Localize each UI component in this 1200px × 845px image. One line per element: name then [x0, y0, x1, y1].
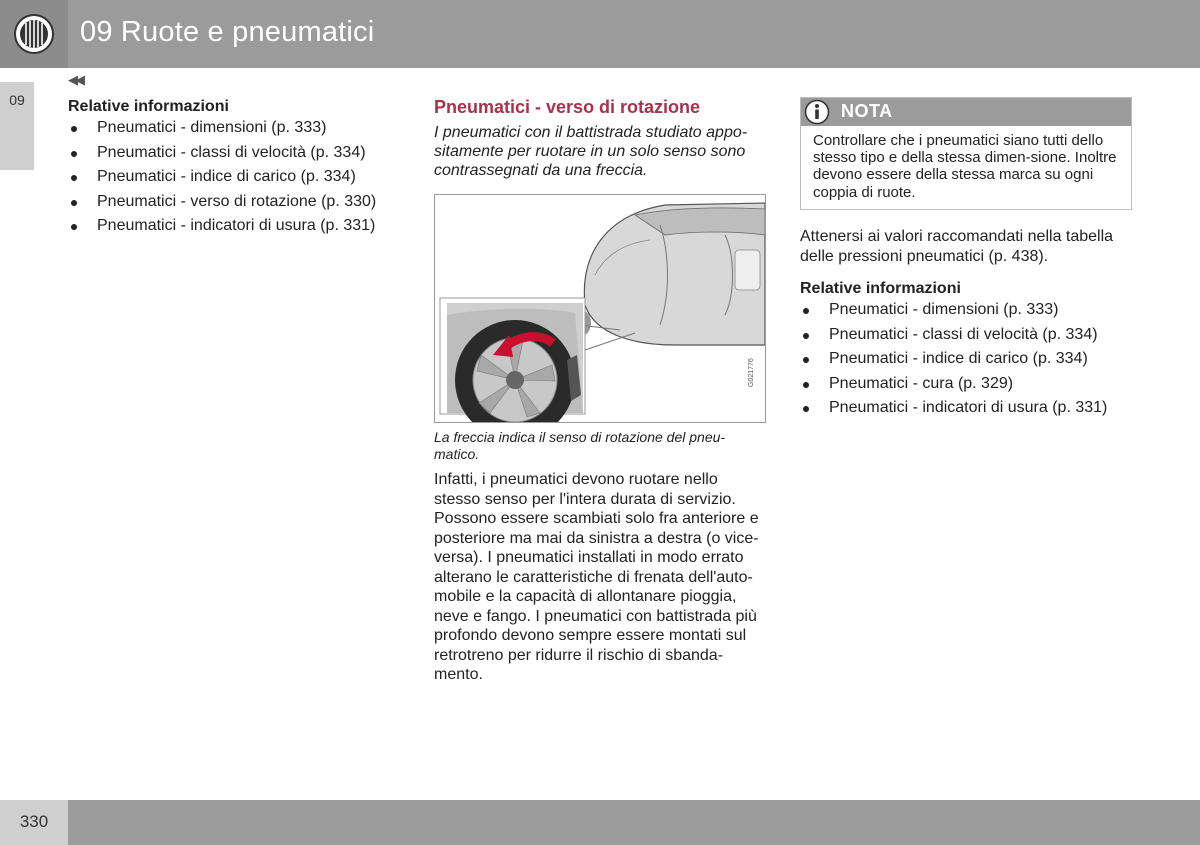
chapter-number: 09: [9, 92, 25, 108]
left-column: [68, 97, 398, 239]
bullet-icon: [803, 406, 809, 412]
right-related-info: [800, 279, 1132, 421]
tire-icon: [13, 13, 55, 55]
note-box: [800, 97, 1132, 210]
list-item[interactable]: [68, 116, 398, 141]
list-item-label: Pneumatici - classi di velocità (p. 334): [829, 325, 1098, 343]
note-title: NOTA: [841, 101, 893, 121]
related-info-heading: Relative informazioni: [68, 98, 229, 115]
list-item-label: Pneumatici - indicatori di usura (p. 331): [829, 399, 1108, 416]
body-paragraph: Infatti, i pneumatici devono ruotare nello stesso senso per l'intera durata di servizio. Possono essere scambiati solo fra anteriore e posteriore ma mai da sinistra a destra (o vice-versa). I pneumatici installati in modo errato alterano le caratteristiche di frenata dell'auto-mobile e la capacità di allontanare pioggia, neve e fango. I pneumatici con battistrada più profondo devono sempre essere montati sul retrotreno per ridurre il rischio di sbanda-mento.: [434, 471, 759, 683]
list-item[interactable]: [68, 214, 398, 239]
bullet-icon: [71, 151, 77, 157]
section-title: Pneumatici - verso di rotazione: [434, 97, 701, 117]
related-info-heading: Relative informazioni: [800, 280, 961, 297]
page-footer: [0, 800, 1200, 845]
bullet-icon: [71, 200, 77, 206]
middle-column: [434, 97, 768, 180]
list-item-label: Pneumatici - verso di rotazione (p. 330): [97, 192, 377, 210]
list-item[interactable]: [68, 141, 398, 166]
bullet-icon: [803, 382, 809, 388]
page-number: 330: [19, 812, 49, 831]
double-left-arrow-icon[interactable]: ◀◀: [68, 72, 82, 87]
list-item[interactable]: [68, 190, 398, 215]
figure-code: G021776: [748, 358, 755, 387]
note-text: Controllare che i pneumatici siano tutti dello stesso tipo e della stessa dimen-sione. Inoltre devono essere della stessa marca su ogni coppia di ruote.: [813, 132, 1117, 201]
info-icon: [804, 99, 830, 125]
rotation-figure: [434, 194, 766, 423]
bullet-icon: [71, 175, 77, 181]
note-header: [801, 98, 1131, 126]
list-item[interactable]: [800, 347, 1132, 372]
list-item-label: Pneumatici - indice di carico (p. 334): [829, 350, 1088, 367]
bullet-icon: [71, 224, 77, 230]
pressure-paragraph: Attenersi ai valori raccomandati nella tabella delle pressioni pneumatici (p. 438).: [800, 228, 1114, 265]
related-info-list: [800, 298, 1132, 421]
list-item-label: Pneumatici - indice di carico (p. 334): [97, 168, 356, 185]
list-item[interactable]: [800, 396, 1132, 421]
related-info-list: [68, 116, 398, 239]
list-item-label: Pneumatici - classi di velocità (p. 334): [97, 143, 366, 161]
list-item-label: Pneumatici - dimensioni (p. 333): [97, 119, 327, 136]
bullet-icon: [803, 308, 809, 314]
header-icon-box: [0, 0, 68, 68]
figure-caption: La freccia indica il senso di rotazione del pneu-matico.: [434, 429, 726, 462]
page-title: 09 Ruote e pneumatici: [80, 16, 375, 48]
bullet-icon: [803, 333, 809, 339]
list-item[interactable]: [800, 298, 1132, 323]
list-item[interactable]: [800, 372, 1132, 397]
bullet-icon: [71, 126, 77, 132]
section-intro: I pneumatici con il battistrada studiato appo-sitamente per ruotare in un solo senso sono contrassegnati da una freccia.: [434, 124, 748, 179]
list-item-label: Pneumatici - cura (p. 329): [829, 374, 1014, 392]
list-item[interactable]: [800, 323, 1132, 348]
list-item[interactable]: [68, 165, 398, 190]
list-item-label: Pneumatici - dimensioni (p. 333): [829, 301, 1059, 318]
car-wheel-illustration: [435, 195, 765, 422]
list-item-label: Pneumatici - indicatori di usura (p. 331): [97, 217, 376, 234]
bullet-icon: [803, 357, 809, 363]
